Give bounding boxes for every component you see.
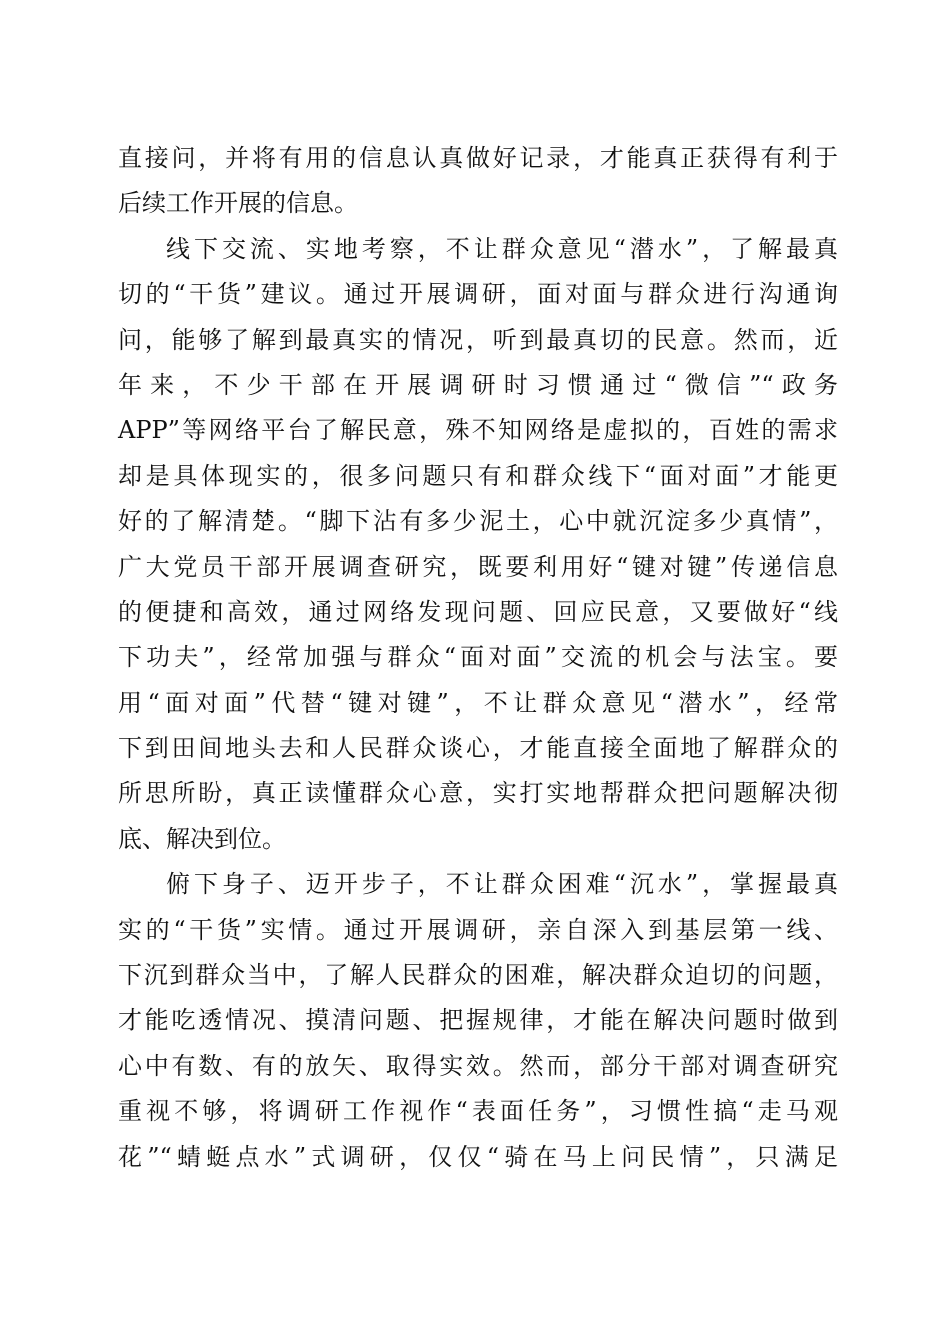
text-line: APP”等网络平台了解民意，殊不知网络是虚拟的，百姓的需求 (118, 416, 838, 445)
text-line: 所思所盼，真正读懂群众心意，实打实地帮群众把问题解决彻 (118, 779, 838, 808)
text-line: 下功夫”，经常加强与群众“面对面”交流的机会与法宝。要 (118, 643, 838, 672)
text-line: 广大党员干部开展调查研究，既要利用好“键对键”传递信息 (118, 552, 838, 581)
text-line: 年来，不少干部在开展调研时习惯通过“微信”“政务 (118, 370, 838, 399)
text-line: 下到田间地头去和人民群众谈心，才能直接全面地了解群众的 (118, 734, 838, 763)
text-line: 才能吃透情况、摸清问题、把握规律，才能在解决问题时做到 (118, 1006, 838, 1035)
text-line: 线下交流、实地考察，不让群众意见“潜水”，了解最真 (166, 234, 838, 263)
text-line: 的便捷和高效，通过网络发现问题、回应民意，又要做好“线 (118, 597, 838, 626)
text-line: 切的“干货”建议。通过开展调研，面对面与群众进行沟通询 (118, 280, 838, 309)
text-line: 实的“干货”实情。通过开展调研，亲自深入到基层第一线、 (118, 915, 838, 944)
text-line: 俯下身子、迈开步子，不让群众困难“沉水”，掌握最真 (166, 870, 838, 899)
document-body (118, 136, 838, 1180)
text-line: 底、解决到位。 (118, 824, 286, 853)
text-line: 却是具体现实的，很多问题只有和群众线下“面对面”才能更 (118, 461, 838, 490)
text-line: 下沉到群众当中，了解人民群众的困难，解决群众迫切的问题， (118, 961, 838, 990)
text-line: 后续工作开展的信息。 (118, 189, 358, 218)
text-line: 花”“蜻蜓点水”式调研，仅仅“骑在马上问民情”，只满足 (118, 1142, 838, 1171)
text-line: 用“面对面”代替“键对键”，不让群众意见“潜水”，经常 (118, 688, 838, 717)
text-line: 重视不够，将调研工作视作“表面任务”，习惯性搞“走马观 (118, 1097, 838, 1126)
text-line: 心中有数、有的放矢、取得实效。然而，部分干部对调查研究 (118, 1051, 838, 1080)
text-line: 问，能够了解到最真实的情况，听到最真切的民意。然而，近 (118, 325, 838, 354)
text-line: 直接问，并将有用的信息认真做好记录，才能真正获得有利于 (118, 144, 838, 172)
text-line: 好的了解清楚。“脚下沾有多少泥土，心中就沉淀多少真情”， (118, 507, 838, 536)
